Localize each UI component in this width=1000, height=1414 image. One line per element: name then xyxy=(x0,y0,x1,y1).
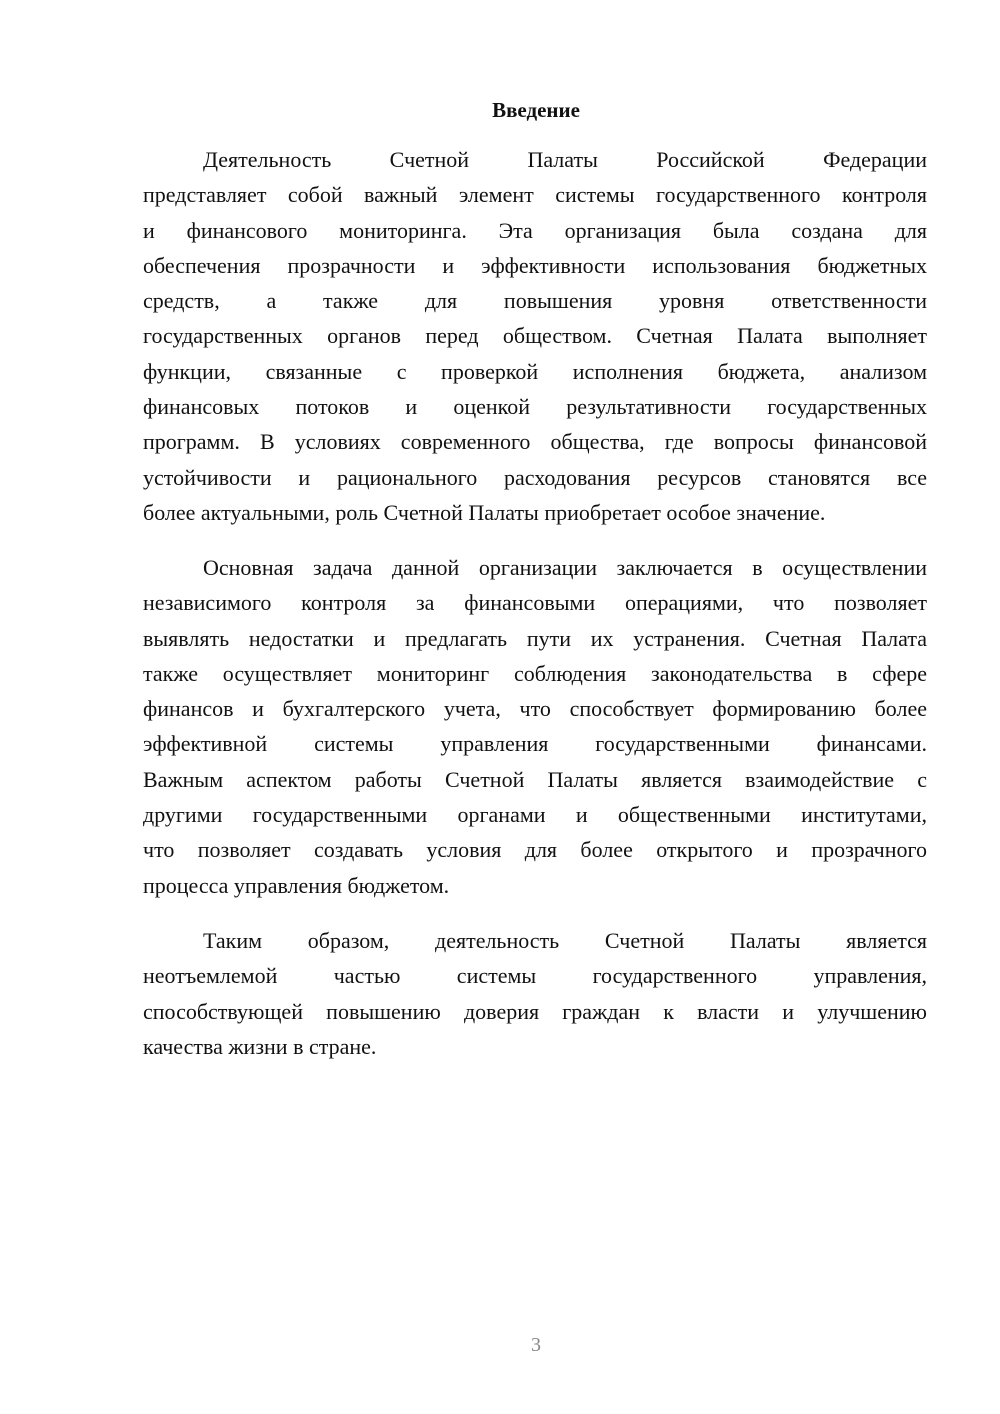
text-line: способствующей повышению доверия граждан к власти и улучшению xyxy=(143,998,927,1024)
paragraph-1 xyxy=(143,142,927,530)
section-title: Введение xyxy=(492,98,580,122)
text-line: устойчивости и рационального расходования ресурсов становятся все xyxy=(143,464,927,490)
text-line: также осуществляет мониторинг соблюдения законодательства в сфере xyxy=(143,660,927,686)
text-line: что позволяет создавать условия для более открытого и прозрачного xyxy=(143,837,927,863)
text-line: программ. В условиях современного общества, где вопросы финансовой xyxy=(143,429,927,455)
text-line: более актуальными, роль Счетной Палаты приобретает особое значение. xyxy=(143,499,826,525)
text-line: эффективной системы управления государственными финансами. xyxy=(143,731,927,757)
text-line: Основная задача данной организации заключается в осуществлении xyxy=(203,555,927,580)
text-line: выявлять недостатки и предлагать пути их устранения. Счетная Палата xyxy=(143,625,927,651)
text-line: функции, связанные с проверкой исполнения бюджета, анализом xyxy=(143,358,927,384)
text-line: государственных органов перед обществом. Счетная Палата выполняет xyxy=(143,323,927,349)
text-line: обеспечения прозрачности и эффективности использования бюджетных xyxy=(143,252,927,278)
text-line: Важным аспектом работы Счетной Палаты является взаимодействие с xyxy=(143,766,927,792)
text-line: другими государственными органами и общественными институтами, xyxy=(143,802,927,828)
text-line: Таким образом, деятельность Счетной Палаты является xyxy=(203,928,927,953)
text-line: финансов и бухгалтерского учета, что способствует формированию более xyxy=(143,696,927,722)
text-line: Деятельность Счетной Палаты Российской Федерации xyxy=(203,147,927,172)
paragraph-3 xyxy=(143,923,927,1064)
text-line: качества жизни в стране. xyxy=(143,1033,377,1059)
text-line: средств, а также для повышения уровня ответственности xyxy=(143,288,927,314)
text-line: финансовых потоков и оценкой результативности государственных xyxy=(143,394,927,420)
text-line: независимого контроля за финансовыми операциями, что позволяет xyxy=(143,590,927,616)
text-line: и финансового мониторинга. Эта организация была создана для xyxy=(143,217,927,243)
page-number: 3 xyxy=(531,1334,541,1356)
paragraph-2 xyxy=(143,550,927,903)
text-line: неотъемлемой частью системы государственного управления, xyxy=(143,963,927,989)
text-line: процесса управления бюджетом. xyxy=(143,872,450,898)
text-line: представляет собой важный элемент системы государственного контроля xyxy=(143,182,927,208)
